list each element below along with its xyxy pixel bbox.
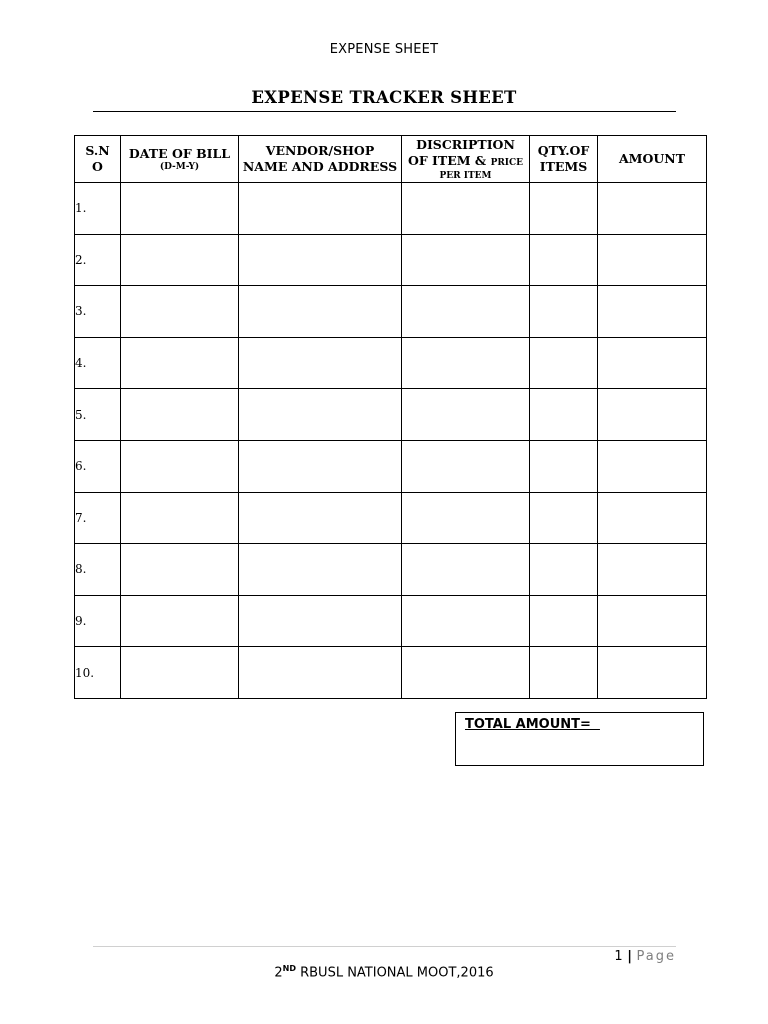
cell-amount[interactable] bbox=[598, 647, 707, 699]
col-header-amount-label: AMOUNT bbox=[618, 151, 686, 166]
col-header-qty-line1: QTY.OF bbox=[537, 143, 590, 158]
row-sno: 3. bbox=[75, 286, 121, 338]
cell-date[interactable] bbox=[121, 440, 239, 492]
cell-date[interactable] bbox=[121, 286, 239, 338]
col-header-qty bbox=[530, 136, 598, 183]
row-sno: 5. bbox=[75, 389, 121, 441]
title-underline bbox=[93, 111, 676, 112]
cell-description[interactable] bbox=[402, 492, 530, 544]
total-amount-box[interactable] bbox=[455, 712, 704, 766]
table-row bbox=[75, 389, 707, 441]
cell-qty[interactable] bbox=[530, 492, 598, 544]
row-sno: 8. bbox=[75, 544, 121, 596]
col-header-description-price: PRICE bbox=[490, 157, 524, 168]
cell-amount[interactable] bbox=[598, 440, 707, 492]
page-separator: | bbox=[622, 949, 637, 964]
cell-qty[interactable] bbox=[530, 647, 598, 699]
cell-description[interactable] bbox=[402, 234, 530, 286]
footer-divider bbox=[93, 946, 676, 947]
cell-amount[interactable] bbox=[598, 183, 707, 235]
cell-vendor[interactable] bbox=[239, 492, 402, 544]
footer-moot-text bbox=[0, 964, 768, 980]
cell-description[interactable] bbox=[402, 647, 530, 699]
row-sno: 2. bbox=[75, 234, 121, 286]
cell-qty[interactable] bbox=[530, 234, 598, 286]
cell-qty[interactable] bbox=[530, 595, 598, 647]
table-row bbox=[75, 337, 707, 389]
expense-table bbox=[74, 135, 707, 699]
cell-qty[interactable] bbox=[530, 337, 598, 389]
cell-qty[interactable] bbox=[530, 389, 598, 441]
table-row bbox=[75, 595, 707, 647]
table-row bbox=[75, 286, 707, 338]
cell-vendor[interactable] bbox=[239, 234, 402, 286]
cell-amount[interactable] bbox=[598, 234, 707, 286]
col-header-date bbox=[121, 136, 239, 183]
table-row bbox=[75, 183, 707, 235]
cell-description[interactable] bbox=[402, 389, 530, 441]
cell-date[interactable] bbox=[121, 183, 239, 235]
col-header-sno-line2: O bbox=[92, 159, 103, 174]
cell-amount[interactable] bbox=[598, 595, 707, 647]
table-header-row bbox=[75, 136, 707, 183]
col-header-description bbox=[402, 136, 530, 183]
cell-vendor[interactable] bbox=[239, 286, 402, 338]
cell-qty[interactable] bbox=[530, 183, 598, 235]
cell-date[interactable] bbox=[121, 544, 239, 596]
cell-description[interactable] bbox=[402, 440, 530, 492]
table-row bbox=[75, 440, 707, 492]
cell-date[interactable] bbox=[121, 337, 239, 389]
table-row bbox=[75, 234, 707, 286]
cell-description[interactable] bbox=[402, 544, 530, 596]
cell-vendor[interactable] bbox=[239, 595, 402, 647]
cell-date[interactable] bbox=[121, 234, 239, 286]
col-header-sno bbox=[75, 136, 121, 183]
footer-moot-prefix: 2 bbox=[274, 965, 283, 981]
row-sno: 7. bbox=[75, 492, 121, 544]
document-title: EXPENSE TRACKER SHEET bbox=[251, 88, 517, 107]
page-header: EXPENSE SHEET bbox=[329, 42, 439, 57]
col-header-description-line1: DISCRIPTION bbox=[416, 136, 515, 152]
cell-amount[interactable] bbox=[598, 337, 707, 389]
cell-qty[interactable] bbox=[530, 544, 598, 596]
cell-vendor[interactable] bbox=[239, 183, 402, 235]
row-sno: 9. bbox=[75, 595, 121, 647]
cell-date[interactable] bbox=[121, 647, 239, 699]
page-word: Page bbox=[636, 949, 676, 964]
col-header-vendor-line2: NAME AND ADDRESS bbox=[242, 159, 398, 174]
cell-description[interactable] bbox=[402, 337, 530, 389]
cell-amount[interactable] bbox=[598, 544, 707, 596]
col-header-date-line1: DATE OF BILL bbox=[128, 145, 231, 161]
cell-vendor[interactable] bbox=[239, 389, 402, 441]
col-header-date-format: (D-M-Y) bbox=[159, 161, 200, 172]
cell-qty[interactable] bbox=[530, 286, 598, 338]
cell-date[interactable] bbox=[121, 595, 239, 647]
cell-amount[interactable] bbox=[598, 492, 707, 544]
page-number-value: 1 bbox=[614, 949, 623, 964]
col-header-description-line2: OF ITEM & bbox=[407, 152, 487, 168]
col-header-vendor-line1: VENDOR/SHOP bbox=[265, 143, 375, 158]
col-header-vendor bbox=[239, 136, 402, 183]
total-amount-label: TOTAL AMOUNT= bbox=[465, 717, 600, 732]
table-row bbox=[75, 544, 707, 596]
cell-amount[interactable] bbox=[598, 286, 707, 338]
footer-moot-name: RBUSL NATIONAL MOOT,2016 bbox=[295, 965, 494, 981]
row-sno: 4. bbox=[75, 337, 121, 389]
col-header-amount bbox=[598, 136, 707, 183]
row-sno: 10. bbox=[75, 647, 121, 699]
footer-moot-ordinal: ND bbox=[282, 964, 296, 973]
col-header-description-line3: PER ITEM bbox=[439, 170, 492, 181]
cell-vendor[interactable] bbox=[239, 337, 402, 389]
table-row bbox=[75, 647, 707, 699]
cell-description[interactable] bbox=[402, 183, 530, 235]
cell-date[interactable] bbox=[121, 492, 239, 544]
cell-vendor[interactable] bbox=[239, 440, 402, 492]
cell-amount[interactable] bbox=[598, 389, 707, 441]
row-sno: 6. bbox=[75, 440, 121, 492]
cell-qty[interactable] bbox=[530, 440, 598, 492]
cell-vendor[interactable] bbox=[239, 544, 402, 596]
row-sno: 1. bbox=[75, 183, 121, 235]
table-row bbox=[75, 492, 707, 544]
cell-date[interactable] bbox=[121, 389, 239, 441]
page-number bbox=[614, 949, 676, 964]
cell-vendor[interactable] bbox=[239, 647, 402, 699]
col-header-qty-line2: ITEMS bbox=[539, 159, 588, 174]
cell-description[interactable] bbox=[402, 595, 530, 647]
cell-description[interactable] bbox=[402, 286, 530, 338]
col-header-sno-line1: S.N bbox=[85, 143, 110, 158]
